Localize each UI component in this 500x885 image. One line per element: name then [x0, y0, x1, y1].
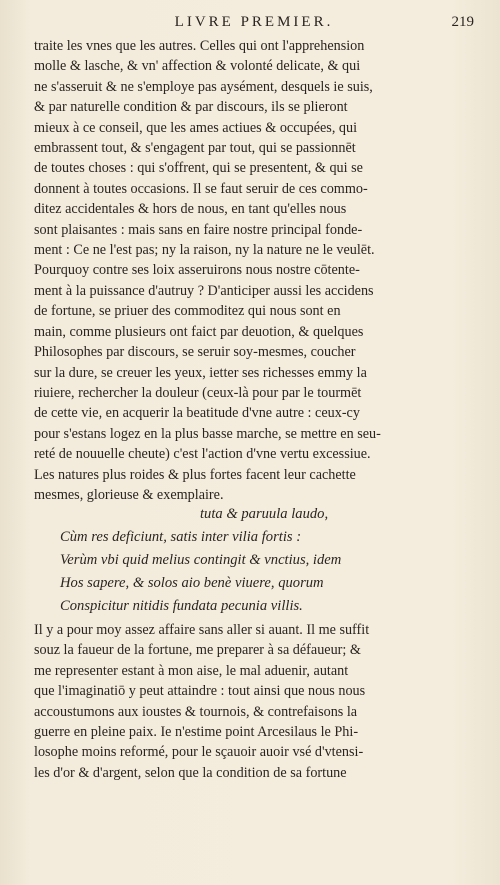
- text-line: souz la faueur de la fortune, me preparer à sa défaueur; &: [34, 642, 361, 659]
- text-line: sont plaisantes : mais sans en faire nostre principal fonde-: [34, 221, 363, 238]
- verse-line: Hos sapere, & solos aio benè viuere, quorum: [60, 575, 324, 591]
- verse-line: tuta & paruula laudo,: [200, 506, 329, 522]
- text-line: embrassent tout, & s'engagent par tout, qui se passionnēt: [34, 140, 356, 157]
- text-line: Il y a pour moy assez affaire sans aller si auant. Il me suffit: [34, 622, 370, 638]
- text-line: mieux à ce conseil, que les ames actiues & occupées, qui: [34, 119, 358, 136]
- page-header: [34, 14, 474, 36]
- verse-line: Cùm res deficiunt, satis inter vilia fortis :: [60, 529, 302, 545]
- text-line: de fortune, se priuer des commoditez qui nous sont en: [34, 303, 341, 320]
- latin-verse-quotation: [60, 503, 460, 618]
- text-line: Pourquoy contre ses loix asseruirons nous nostre cōtente-: [34, 262, 360, 279]
- text-line: donnent à toutes occasions. Il se faut seruir de ces commo-: [34, 180, 368, 197]
- text-line: Philosophes par discours, se seruir soy-mesmes, coucher: [34, 344, 356, 361]
- text-line: ditez accidentales & hors de nous, en tant qu'elles nous: [34, 201, 347, 218]
- text-line: guerre en pleine paix. Ie n'estime point Arcesilaus le Phi-: [34, 724, 359, 741]
- verse-line: Verùm vbi quid melius contingit & vnctius, idem: [60, 552, 342, 568]
- text-line: molle & lasche, & vn' affection & volonté delicate, & qui: [34, 58, 361, 75]
- running-head: LIVRE PREMIER.: [174, 14, 334, 30]
- text-line: ne s'asseruit & ne s'employe pas aysément, desquels ie suis,: [34, 78, 373, 95]
- text-line: Les natures plus roides & plus fortes facent leur cachette: [34, 466, 356, 483]
- text-line: losophe moins reformé, pour le sçauoir auoir vsé d'vtensi-: [34, 744, 364, 761]
- paragraph-1: [34, 36, 458, 505]
- text-line: ment à la puissance d'autruy ? D'anticiper aussi les accidens: [34, 282, 374, 299]
- text-line: les d'or & d'argent, selon que la condition de sa fortune: [34, 764, 347, 781]
- text-line: sur la dure, se creuer les yeux, ietter ses richesses emmy la: [34, 364, 367, 381]
- text-line: que l'imaginatiō y peut attaindre : tout ainsi que nous nous: [34, 683, 366, 700]
- text-line: pour s'estans logez en la plus basse marche, se mettre en seu-: [34, 425, 381, 442]
- text-line: mesmes, glorieuse & exemplaire.: [34, 486, 224, 503]
- text-line: main, comme plusieurs ont faict par deuotion, & quelques: [34, 323, 364, 340]
- text-line: de toutes choses : qui s'offrent, qui se presentent, & qui se: [34, 160, 363, 177]
- text-line: accoustumons aux ioustes & tournois, & contrefaisons la: [34, 703, 358, 720]
- verse-line: Conspicitur nitidis fundata pecunia villis.: [60, 598, 303, 614]
- paragraph-2: [34, 620, 458, 783]
- text-line: reté de nouuelle cheute) c'est l'action d'vne vertu excessiue.: [34, 446, 371, 463]
- page-number: 219: [451, 14, 474, 30]
- text-line: ment : Ce ne l'est pas; ny la raison, ny la nature ne le veulēt.: [34, 242, 375, 259]
- text-line: me representer estant à mon aise, le mal aduenir, autant: [34, 662, 349, 679]
- text-line: riuiere, rechercher la douleur (ceux-là pour par le tourmēt: [34, 384, 362, 401]
- text-line: traite les vnes que les autres. Celles qui ont l'apprehension: [34, 38, 365, 54]
- text-line: de cette vie, en acquerir la beatitude d'vne autre : ceux-cy: [34, 405, 360, 422]
- text-line: & par naturelle condition & par discours, ils se plieront: [34, 99, 348, 116]
